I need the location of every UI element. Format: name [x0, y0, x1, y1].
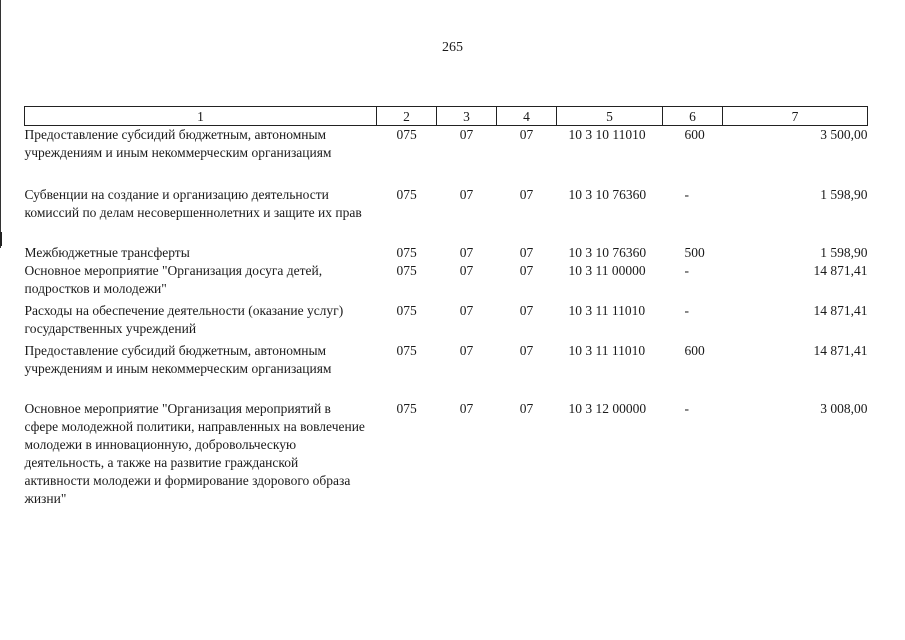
column-header-4: 4 — [497, 107, 557, 126]
page-edge-mark — [0, 232, 2, 246]
cell-col6: 600 — [684, 127, 705, 142]
cell-col3: 07 — [459, 302, 474, 318]
cell-col6: 600 — [684, 342, 705, 358]
cell-col7: 14 871,41 — [813, 262, 868, 278]
cell-col4: 07 — [519, 400, 534, 416]
cell-col5: 10 3 12 00000 — [568, 400, 647, 416]
row-name: Основное мероприятие "Организация мероприятий в сфере молодежной политики, направленных на вовлечение молодежи в инновационную, добровольческую деятельность, а также на развитие гражданской активности молодежи и формирование здорового образа жизни" — [24, 400, 365, 506]
row-name: Межбюджетные трансферты — [24, 244, 190, 260]
cell-col2: 075 — [396, 342, 417, 358]
budget-table — [24, 106, 868, 510]
table-row — [25, 302, 868, 342]
cell-col2: 075 — [396, 186, 417, 202]
cell-col5: 10 3 10 76360 — [568, 186, 647, 202]
page-number: 265 — [442, 40, 463, 55]
cell-col3: 07 — [459, 186, 474, 202]
cell-col6: - — [684, 400, 689, 416]
column-header-6: 6 — [663, 107, 723, 126]
cell-col5: 10 3 11 00000 — [568, 262, 646, 278]
cell-col3: 07 — [459, 400, 474, 416]
cell-col3: 07 — [459, 342, 474, 358]
cell-col3: 07 — [459, 262, 474, 278]
cell-col2: 075 — [396, 400, 417, 416]
cell-col7: 14 871,41 — [813, 342, 868, 358]
row-name: Предоставление субсидий бюджетным, автономным учреждениям и иным некоммерческим организациям — [24, 127, 332, 160]
cell-col4: 07 — [519, 244, 534, 260]
cell-col2: 075 — [396, 262, 417, 278]
cell-col7: 3 500,00 — [820, 127, 868, 142]
row-name: Предоставление субсидий бюджетным, автономным учреждениям и иным некоммерческим организациям — [24, 342, 332, 376]
cell-col7: 14 871,41 — [813, 302, 868, 318]
cell-col7: 1 598,90 — [820, 186, 868, 202]
cell-col7: 3 008,00 — [820, 400, 868, 416]
cell-col2: 075 — [396, 244, 417, 260]
cell-col6: - — [684, 302, 689, 318]
table-row — [25, 244, 868, 262]
column-header-3: 3 — [437, 107, 497, 126]
cell-col6: 500 — [684, 244, 705, 260]
table-row — [25, 400, 868, 510]
column-header-5: 5 — [557, 107, 663, 126]
cell-col4: 07 — [519, 127, 534, 142]
cell-col5: 10 3 10 11010 — [568, 127, 646, 142]
table-row — [25, 126, 868, 186]
cell-col4: 07 — [519, 262, 534, 278]
table-row — [25, 342, 868, 400]
cell-col5: 10 3 10 76360 — [568, 244, 647, 260]
cell-col6: - — [684, 262, 689, 278]
table-row — [25, 186, 868, 244]
cell-col4: 07 — [519, 342, 534, 358]
cell-col3: 07 — [459, 244, 474, 260]
cell-col3: 07 — [459, 127, 474, 142]
cell-col6: - — [684, 186, 689, 202]
row-name: Расходы на обеспечение деятельности (оказание услуг) государственных учреждений — [24, 302, 344, 336]
page-edge-rule — [0, 0, 1, 248]
cell-col2: 075 — [396, 302, 417, 318]
cell-col5: 10 3 11 11010 — [568, 342, 646, 358]
table-header-row — [25, 107, 868, 126]
column-header-1: 1 — [25, 107, 377, 126]
cell-col7: 1 598,90 — [820, 244, 868, 260]
cell-col5: 10 3 11 11010 — [568, 302, 646, 318]
column-header-7: 7 — [723, 107, 868, 126]
column-header-2: 2 — [377, 107, 437, 126]
cell-col4: 07 — [519, 186, 534, 202]
row-name: Субвенции на создание и организацию деятельности комиссий по делам несовершеннолетних и защите их прав — [24, 186, 362, 220]
table-row — [25, 262, 868, 302]
row-name: Основное мероприятие "Организация досуга детей, подростков и молодежи" — [24, 262, 323, 296]
cell-col4: 07 — [519, 302, 534, 318]
cell-col2: 075 — [396, 127, 417, 142]
